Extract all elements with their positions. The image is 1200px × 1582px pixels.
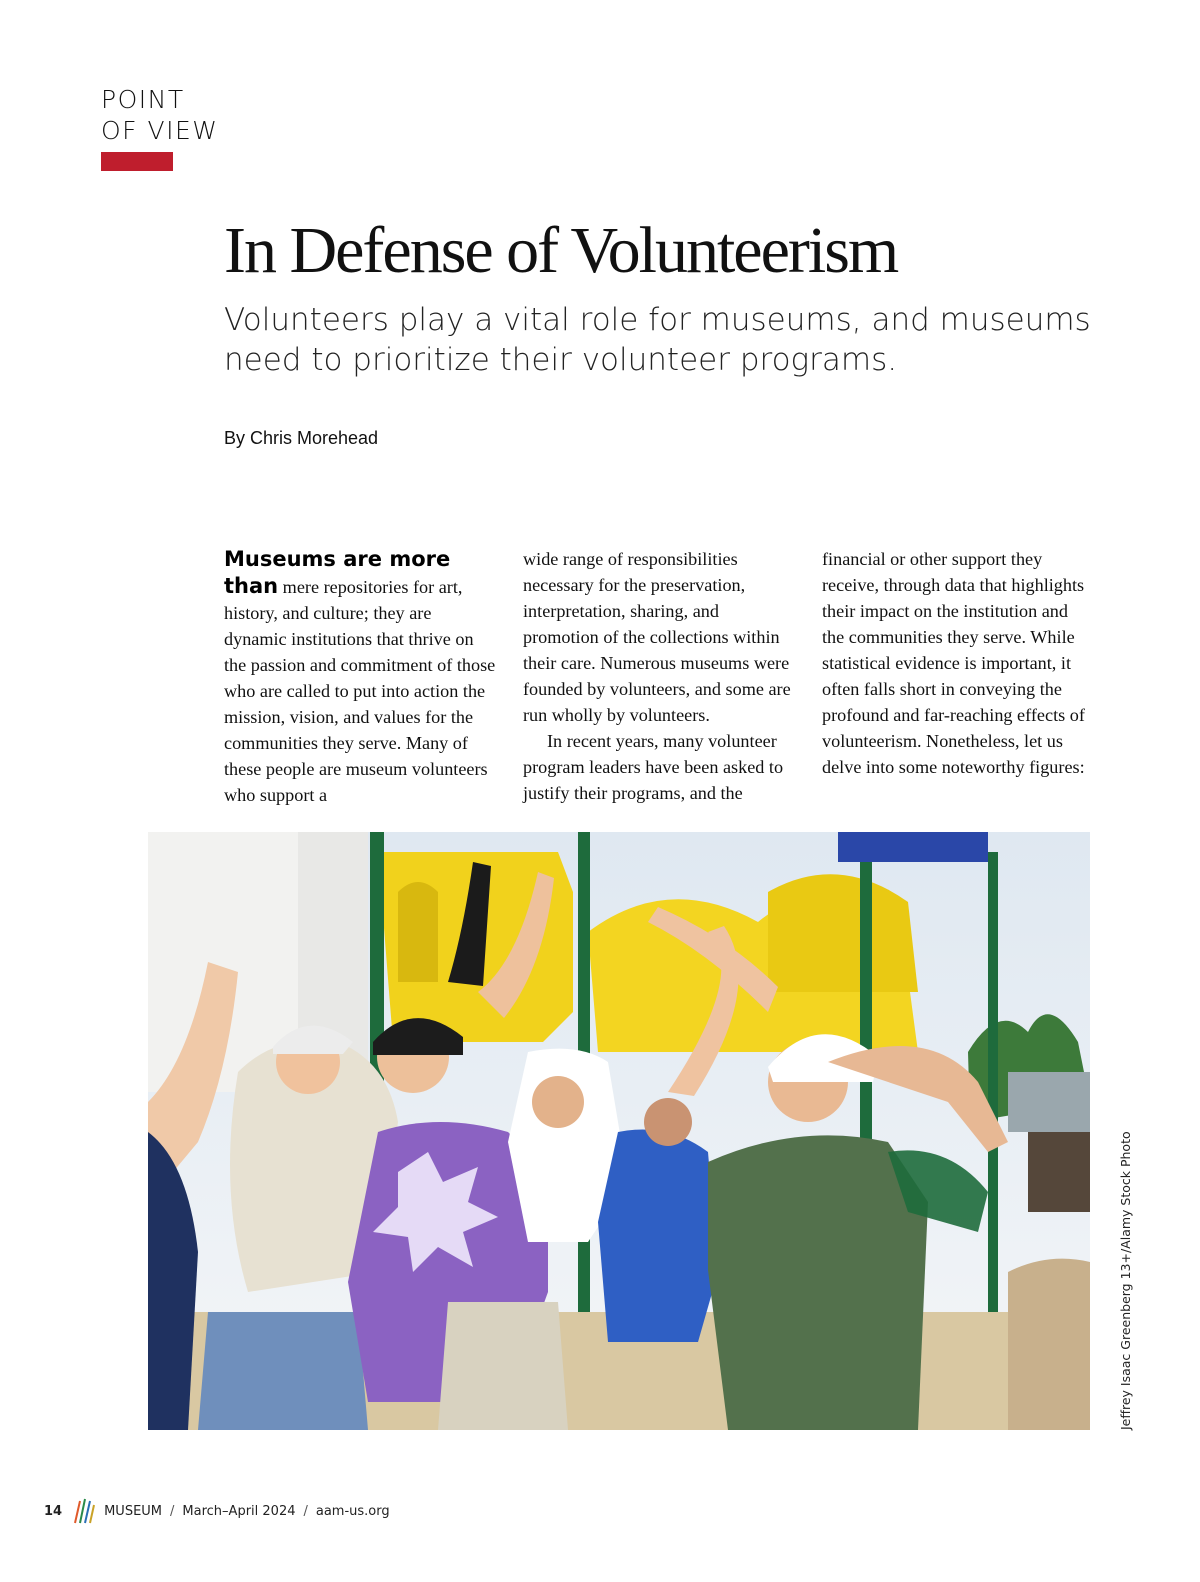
body-column-2 [523, 546, 795, 814]
footer-separator-2: / [303, 1503, 308, 1519]
section-label-line1: POINT [101, 85, 185, 114]
website-link[interactable]: aam-us.org [315, 1503, 390, 1519]
footer-separator-1: / [170, 1503, 175, 1519]
column-3-text: financial or other support they receive, through data that highlights their impact on the institution and the communities they serve. While statistical evidence is important, it often falls short in conveying the profound and far-reaching effects of volunteerism. Nonetheless, let us delve into some noteworthy figures: [822, 549, 1085, 777]
section-label [101, 84, 219, 146]
lead-in: Museums are more than [224, 547, 451, 598]
column-2-paragraph-2: In recent years, many volunteer program leaders have been asked to justify their programs, and the [523, 731, 784, 803]
magazine-name: MUSEUM [104, 1503, 163, 1519]
column-2-paragraph-1: wide range of responsibilities necessary for the preservation, interpretation, sharing, and promotion of the collections within their care. Numerous museums were founded by volunteers, and some are run wholly by volunteers. [523, 549, 791, 725]
column-1-text: mere repositories for art, history, and culture; they are dynamic institutions that thrive on the passion and commitment of those who are called to put into action the mission, vision, and values for the communities they serve. Many of these people are museum volunteers who support a [224, 577, 496, 805]
photo-credit: Jeffrey Isaac Greenberg 13+/Alamy Stock Photo [1118, 1131, 1133, 1430]
section-label-line2: OF VIEW [101, 116, 219, 145]
issue-date: March–April 2024 [182, 1503, 296, 1519]
article-subtitle: Volunteers play a vital role for museums, and museums need to prioritize their volunteer programs. [224, 302, 1091, 378]
body-column-1 [224, 546, 496, 814]
museum-logo-icon [72, 1497, 96, 1525]
volunteers-photo [148, 832, 1090, 1430]
article-title: In Defense of Volunteerism [224, 214, 898, 287]
page-number: 14 [44, 1503, 63, 1519]
section-accent-bar [101, 152, 173, 171]
byline: By Chris Morehead [224, 428, 379, 448]
page-footer [44, 1500, 390, 1522]
body-column-3 [822, 546, 1094, 814]
article-body [224, 546, 1094, 814]
